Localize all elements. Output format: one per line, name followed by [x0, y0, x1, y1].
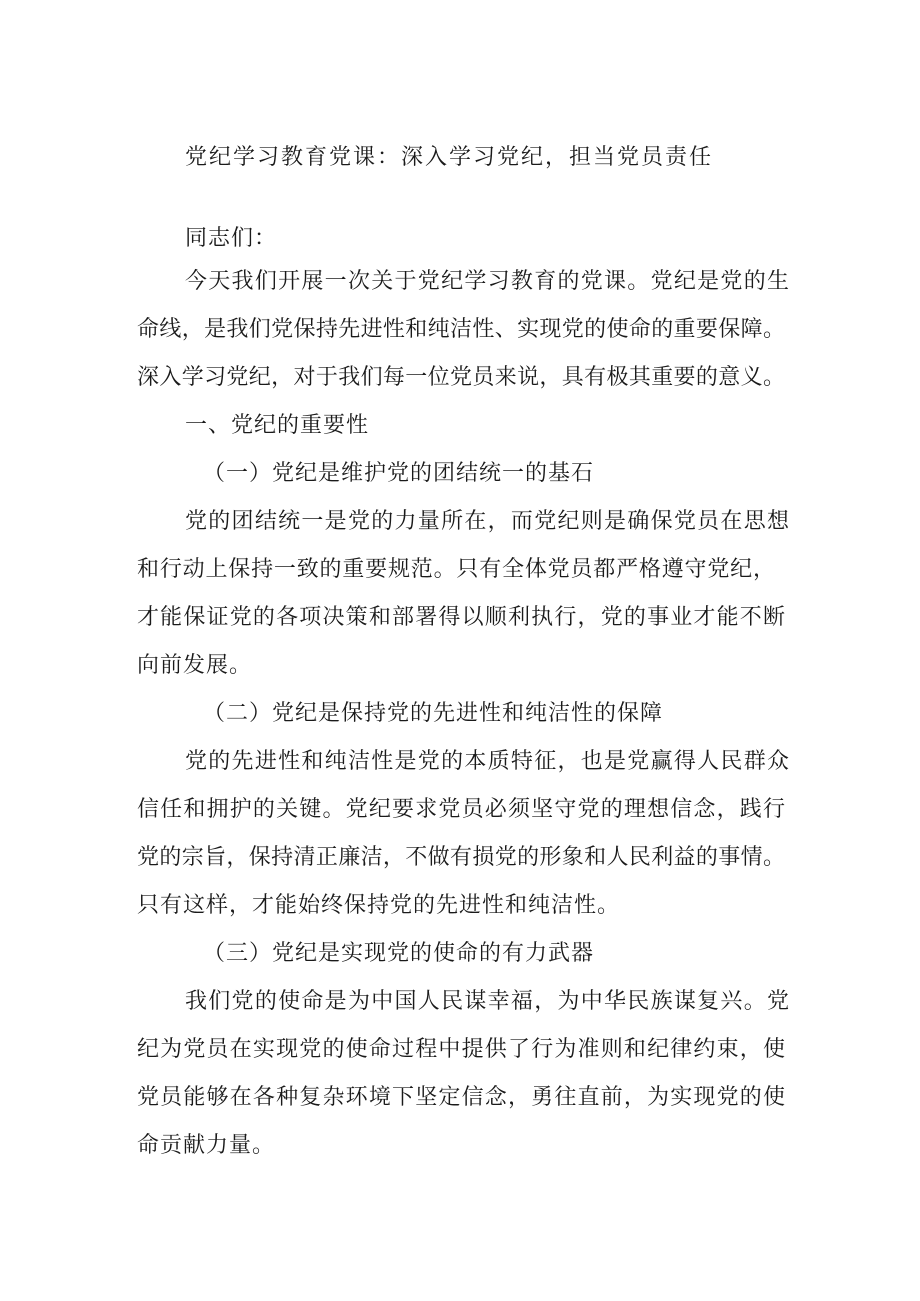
intro-line-3: 深入学习党纪，对于我们每一位党员来说，具有极其重要的意义。 — [137, 365, 785, 390]
subsection-1-line-2: 和行动上保持一致的重要规范。只有全体党员都严格遵守党纪， — [137, 557, 775, 582]
subsection-2-line-4: 只有这样，才能始终保持党的先进性和纯洁性。 — [137, 893, 621, 918]
document-title: 党纪学习教育党课：深入学习党纪，担当党员责任 — [185, 145, 714, 170]
subsection-3-line-3: 党员能够在各种复杂环境下坚定信念，勇往直前，为实现党的使 — [137, 1085, 785, 1110]
subsection-3-line-1: 我们党的使命是为中国人民谋幸福，为中华民族谋复兴。党 — [185, 989, 789, 1014]
salutation: 同志们： — [185, 226, 278, 251]
subsection-1-line-1: 党的团结统一是党的力量所在，而党纪则是确保党员在思想 — [185, 509, 789, 534]
subsection-1-line-4: 向前发展。 — [137, 653, 253, 678]
subsection-3-line-4: 命贡献力量。 — [137, 1133, 276, 1158]
section-1-heading: 一、党纪的重要性 — [185, 413, 370, 438]
subsection-3-heading: （三）党纪是实现党的使命的有力武器 — [203, 941, 595, 966]
subsection-2-heading: （二）党纪是保持党的先进性和纯洁性的保障 — [203, 701, 664, 726]
subsection-2-line-2: 信任和拥护的关键。党纪要求党员必须坚守党的理想信念，践行 — [137, 797, 785, 822]
subsection-1-heading: （一）党纪是维护党的团结统一的基石 — [203, 461, 595, 486]
intro-line-1: 今天我们开展一次关于党纪学习教育的党课。党纪是党的生 — [185, 269, 789, 294]
subsection-2-line-3: 党的宗旨，保持清正廉洁，不做有损党的形象和人民利益的事情。 — [137, 845, 785, 870]
subsection-3-line-2: 纪为党员在实现党的使命过程中提供了行为准则和纪律约束，使 — [137, 1037, 785, 1062]
intro-line-2: 命线，是我们党保持先进性和纯洁性、实现党的使命的重要保障。 — [137, 317, 785, 342]
subsection-2-line-1: 党的先进性和纯洁性是党的本质特征，也是党赢得人民群众 — [185, 749, 789, 774]
subsection-1-line-3: 才能保证党的各项决策和部署得以顺利执行，党的事业才能不断 — [137, 605, 785, 630]
